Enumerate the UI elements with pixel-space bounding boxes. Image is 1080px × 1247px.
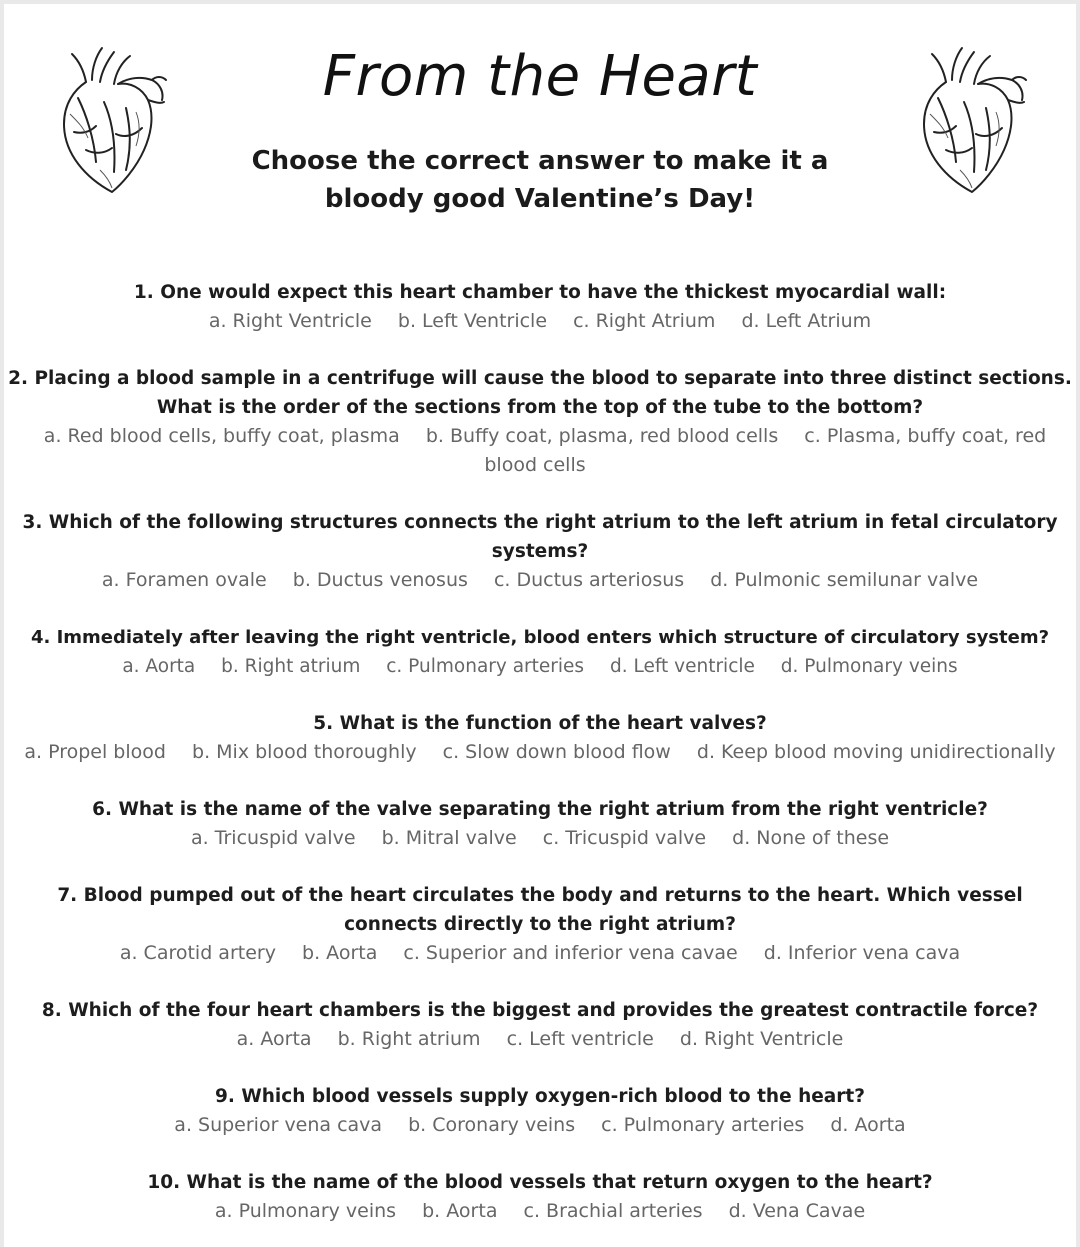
answer-option[interactable]: d. Pulmonic semilunar valve xyxy=(710,569,979,591)
question-10 xyxy=(4,1168,1076,1226)
answer-options xyxy=(8,422,1072,480)
answer-option[interactable]: a. Right Ventricle xyxy=(208,310,372,332)
question-text: 4. Immediately after leaving the right ventricle, blood enters which structure of circulatory system? xyxy=(30,627,1050,648)
question-text: 8. Which of the four heart chambers is the biggest and provides the greatest contractile force? xyxy=(41,1000,1039,1021)
answer-option[interactable]: a. Pulmonary veins xyxy=(214,1200,397,1222)
answer-option[interactable]: d. Aorta xyxy=(830,1114,906,1136)
question-text: 10. What is the name of the blood vessels that return oxygen to the heart? xyxy=(147,1172,933,1193)
answer-options xyxy=(8,652,1072,681)
answer-option[interactable]: a. Aorta xyxy=(236,1028,312,1050)
question-text: 7. Blood pumped out of the heart circulates the body and returns to the heart. Which vessel connects directly to the right atrium? xyxy=(57,885,1023,935)
answer-option[interactable]: b. Buffy coat, plasma, red blood cells xyxy=(425,425,779,447)
question-5 xyxy=(4,709,1076,767)
answer-option[interactable]: b. Mix blood thoroughly xyxy=(192,741,417,763)
answer-options xyxy=(8,566,1072,595)
answer-options xyxy=(8,1197,1072,1226)
question-text: 1. One would expect this heart chamber to have the thickest myocardial wall: xyxy=(133,282,947,303)
answer-option[interactable]: b. Right atrium xyxy=(337,1028,481,1050)
answer-option[interactable]: d. None of these xyxy=(732,827,890,849)
answer-options xyxy=(8,824,1072,853)
answer-options xyxy=(8,939,1072,968)
subtitle-line-1: Choose the correct answer to make it a xyxy=(251,146,829,176)
answer-option[interactable]: c. Plasma, buffy coat, red blood cells xyxy=(484,425,1047,476)
answer-option[interactable]: d. Pulmonary veins xyxy=(780,656,958,677)
answer-option[interactable]: a. Red blood cells, buffy coat, plasma xyxy=(43,425,400,447)
question-text: 2. Placing a blood sample in a centrifuge will cause the blood to separate into three distinct sections. What is the order of the sections from the top of the tube to the bottom? xyxy=(8,368,1072,418)
answer-option[interactable]: c. Left ventricle xyxy=(506,1028,654,1050)
answer-option[interactable]: d. Inferior vena cava xyxy=(763,942,961,964)
answer-option[interactable]: c. Slow down blood flow xyxy=(442,741,671,763)
question-6 xyxy=(4,795,1076,853)
answer-option[interactable]: a. Tricuspid valve xyxy=(190,827,356,849)
question-text: 6. What is the name of the valve separating the right atrium from the right ventricle? xyxy=(92,799,988,820)
page-subtitle xyxy=(4,142,1076,218)
answer-option[interactable]: b. Coronary veins xyxy=(408,1114,576,1136)
subtitle-line-2: bloody good Valentine’s Day! xyxy=(324,184,756,214)
question-text: 3. Which of the following structures connects the right atrium to the left atrium in fetal circulatory systems? xyxy=(22,512,1058,562)
answer-option[interactable]: a. Propel blood xyxy=(24,741,166,763)
answer-option[interactable]: d. Right Ventricle xyxy=(679,1028,844,1050)
worksheet-page xyxy=(4,4,1076,1247)
answer-option[interactable]: a. Superior vena cava xyxy=(174,1114,383,1136)
answer-option[interactable]: d. Left Atrium xyxy=(741,310,872,332)
question-7 xyxy=(4,881,1076,968)
answer-option[interactable]: a. Carotid artery xyxy=(119,942,276,964)
answer-option[interactable]: b. Aorta xyxy=(422,1200,498,1222)
question-text: 9. Which blood vessels supply oxygen-rich blood to the heart? xyxy=(215,1086,865,1107)
answer-option[interactable]: c. Right Atrium xyxy=(573,310,716,332)
answer-option[interactable]: c. Tricuspid valve xyxy=(542,827,707,849)
answer-option[interactable]: d. Vena Cavae xyxy=(728,1200,866,1222)
answer-option[interactable]: c. Pulmonary arteries xyxy=(601,1114,805,1136)
question-2 xyxy=(4,364,1076,480)
answer-options xyxy=(8,1111,1072,1140)
answer-option[interactable]: c. Brachial arteries xyxy=(523,1200,703,1222)
answer-option[interactable]: c. Superior and inferior vena cavae xyxy=(403,942,738,964)
answer-option[interactable]: b. Mitral valve xyxy=(381,827,517,849)
question-3 xyxy=(4,508,1076,595)
answer-option[interactable]: d. Left ventricle xyxy=(609,656,755,677)
answer-option[interactable]: b. Ductus venosus xyxy=(292,569,468,591)
answer-options xyxy=(8,307,1072,336)
answer-option[interactable]: c. Pulmonary arteries xyxy=(386,656,585,677)
question-9 xyxy=(4,1082,1076,1140)
answer-options xyxy=(8,1025,1072,1054)
question-1 xyxy=(4,278,1076,336)
answer-option[interactable]: b. Right atrium xyxy=(221,656,361,677)
answer-option[interactable]: a. Aorta xyxy=(122,656,196,677)
question-list xyxy=(4,278,1076,1247)
answer-option[interactable]: b. Aorta xyxy=(302,942,378,964)
answer-options xyxy=(8,738,1072,767)
answer-option[interactable]: a. Foramen ovale xyxy=(101,569,267,591)
page-title: From the Heart xyxy=(322,44,758,109)
answer-option[interactable]: b. Left Ventricle xyxy=(397,310,548,332)
question-8 xyxy=(4,996,1076,1054)
answer-option[interactable]: d. Keep blood moving unidirectionally xyxy=(696,741,1056,763)
question-text: 5. What is the function of the heart valves? xyxy=(313,713,767,734)
answer-option[interactable]: c. Ductus arteriosus xyxy=(493,569,685,591)
question-4 xyxy=(4,623,1076,681)
